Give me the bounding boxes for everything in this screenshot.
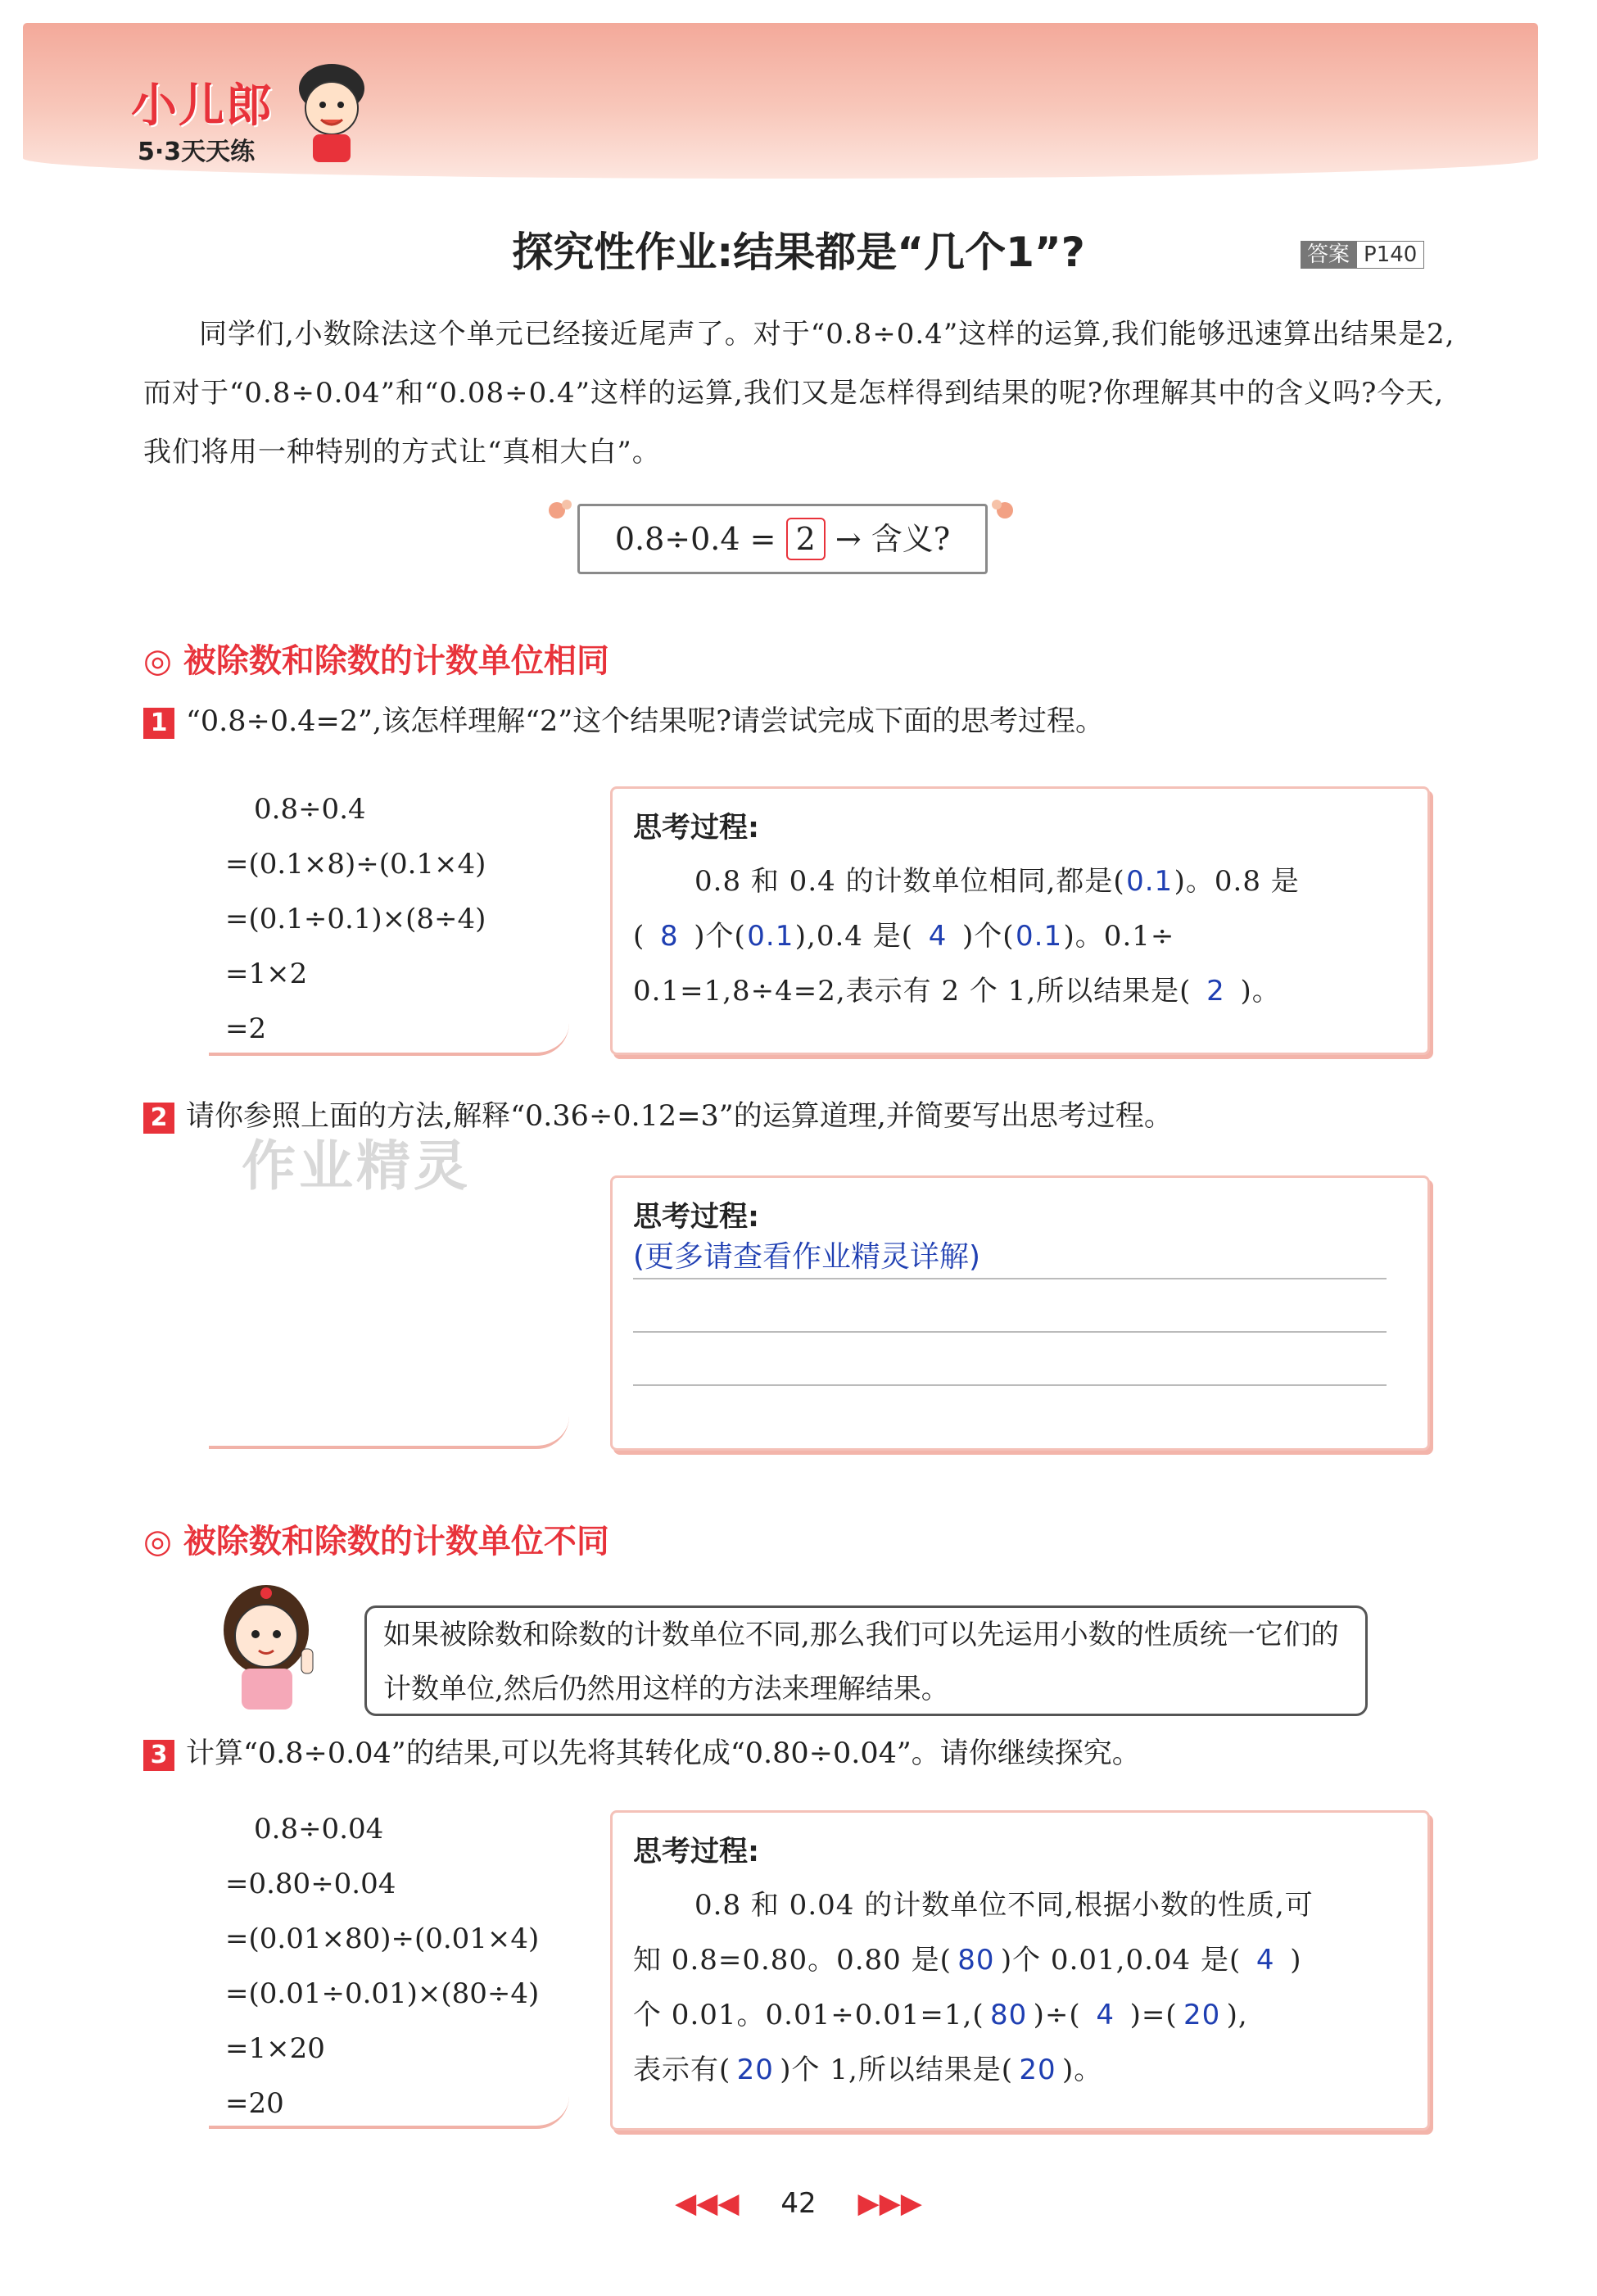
think-card <box>610 786 1430 1055</box>
calc-line: =0.80÷0.04 <box>225 1868 396 1900</box>
calc-line: 0.8÷0.04 <box>254 1813 384 1845</box>
answer-line <box>633 1331 1387 1333</box>
prev-arrows-icon: ◀◀◀ <box>675 2187 740 2220</box>
answer-blank: 0.1 <box>1016 920 1063 953</box>
answer-hint: (更多请查看作业精灵详解) <box>633 1240 981 1274</box>
question-3 <box>143 1731 1141 1772</box>
brand-logo: 小儿郎 <box>131 79 274 133</box>
answer-blank: 20 <box>1183 1999 1221 2031</box>
section-title-same-unit: ◎ 被除数和除数的计数单位相同 <box>143 642 609 680</box>
think-title: 思考过程: <box>633 1201 759 1234</box>
flower-decoration-icon <box>541 490 581 531</box>
answer-blank: 20 <box>736 2054 774 2086</box>
question-number: 1 <box>143 708 174 739</box>
page-title: 探究性作业:结果都是“几个1”? <box>512 229 1085 276</box>
answer-blank: 4 <box>928 920 948 953</box>
question-text: “0.8÷0.4=2”,该怎样理解“2”这个结果呢?请尝试完成下面的思考过程。 <box>186 705 1104 738</box>
think-title: 思考过程: <box>633 1836 759 1868</box>
calc-line: =1×2 <box>225 958 308 990</box>
page-number: 42 <box>780 2187 817 2220</box>
answer-blank: 4 <box>1096 1999 1115 2031</box>
answer-blank: 0.1 <box>747 920 794 953</box>
page-number-bar <box>0 2187 1597 2220</box>
think-text: 0.8 和 0.04 的计数单位不同,根据小数的性质,可 知 0.8=0.80。0.80 是( 80 )个 0.01,0.04 是( 4 ) 个 0.01。0.01÷0.01=1,( 80 )÷( 4 )=( 20 ), 表示有( 20 )个 1,所以结果是( 20 )。 <box>633 1878 1419 2098</box>
calc-card <box>209 782 569 1056</box>
answer-line <box>633 1278 1387 1279</box>
answer-blank: 0.1 <box>1126 865 1174 898</box>
question-1 <box>143 699 1104 740</box>
next-arrows-icon: ▶▶▶ <box>857 2187 922 2220</box>
calc-card <box>209 1802 569 2129</box>
calc-line: =(0.01÷0.01)×(80÷4) <box>225 1977 540 2010</box>
calc-line: =2 <box>225 1012 267 1045</box>
think-title: 思考过程: <box>633 812 759 845</box>
series-label: 5·3天天练 <box>138 138 256 166</box>
answer-blank: 80 <box>957 1944 995 1977</box>
target-icon: ◎ <box>143 1523 183 1560</box>
calc-line: =1×20 <box>225 2032 325 2065</box>
target-icon: ◎ <box>143 642 183 680</box>
formula-left: 0.8÷0.4 = <box>614 521 776 557</box>
section-title-different-unit: ◎ 被除数和除数的计数单位不同 <box>143 1523 609 1560</box>
answer-label: 答案 <box>1301 241 1356 269</box>
answer-blank: 80 <box>989 1999 1028 2031</box>
calc-line: =(0.1×8)÷(0.1×4) <box>225 848 486 881</box>
answer-page: P140 <box>1356 241 1424 269</box>
formula-box <box>577 504 988 574</box>
answer-blank: 8 <box>659 920 679 953</box>
answer-blank: 20 <box>1019 2054 1056 2086</box>
calc-line: =(0.01×80)÷(0.01×4) <box>225 1922 540 1955</box>
answer-blank: 2 <box>1206 975 1225 1008</box>
formula-meaning: 含义? <box>871 521 951 557</box>
calc-line: 0.8÷0.4 <box>254 793 366 826</box>
answer-blank: 4 <box>1255 1944 1275 1977</box>
girl-character-icon <box>205 1577 336 1712</box>
arrow-right-icon: → <box>835 521 862 557</box>
think-card <box>610 1175 1430 1451</box>
question-number: 3 <box>143 1740 174 1771</box>
question-number: 2 <box>143 1103 174 1134</box>
mascot-boy-icon <box>287 57 377 164</box>
question-text: 请你参照上面的方法,解释“0.36÷0.12=3”的运算道理,并简要写出思考过程。 <box>186 1100 1173 1133</box>
answer-line <box>633 1384 1387 1386</box>
watermark: 作业精灵 <box>242 1134 471 1198</box>
question-text: 计算“0.8÷0.04”的结果,可以先将其转化成“0.80÷0.04”。请你继续探究。 <box>186 1737 1141 1770</box>
speech-bubble: 如果被除数和除数的计数单位不同,那么我们可以先运用小数的性质统一它们的计数单位,然后仍然用这样的方法来理解结果。 <box>364 1605 1368 1716</box>
think-text: 0.8 和 0.4 的计数单位相同,都是(0.1)。0.8 是 ( 8 )个(0.1),0.4 是( 4 )个(0.1)。0.1÷ 0.1=1,8÷4=2,表示有 2 个 1,所以结果是( 2 )。 <box>633 854 1419 1019</box>
formula-result: 2 <box>786 518 826 560</box>
intro-paragraph: 同学们,小数除法这个单元已经接近尾声了。对于“0.8÷0.4”这样的运算,我们能够迅速算出结果是2,而对于“0.8÷0.04”和“0.08÷0.4”这样的运算,我们又是怎样得到结果的呢?你理解其中的含义吗?今天,我们将用一种特别的方式让“真相大白”。 <box>143 318 1455 469</box>
calc-line: =20 <box>225 2087 284 2120</box>
calc-card <box>209 1180 569 1449</box>
flower-decoration-icon <box>984 490 1025 531</box>
think-card <box>610 1810 1430 2131</box>
calc-line: =(0.1÷0.1)×(8÷4) <box>225 903 486 935</box>
answer-reference <box>1301 238 1424 268</box>
